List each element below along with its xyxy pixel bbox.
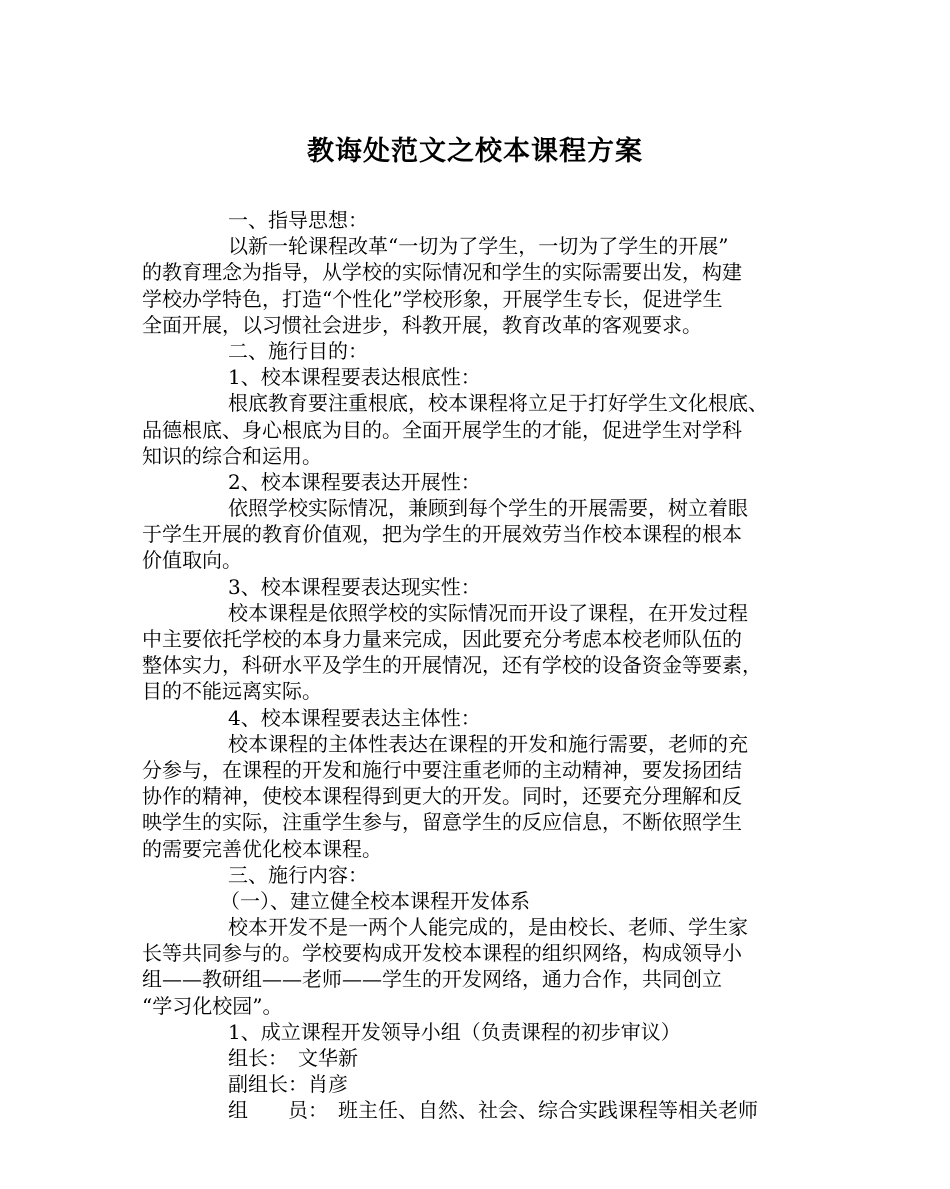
paragraph-line: 价值取向。 (142, 548, 242, 573)
subheading-subjectivity: 4、校本课程要表达主体性： (228, 705, 481, 730)
paragraph-line: 品德根底、身心根底为目的。全面开展学生的才能，促进学生对学科 (142, 417, 742, 442)
paragraph-line: 协作的精神，使校本课程得到更大的开发。同时，还要充分理解和反 (142, 784, 742, 809)
paragraph-line: 校本课程是依照学校的实际情况而开设了课程，在开发过程 (228, 600, 748, 625)
subheading-leading-group: 1、成立课程开发领导小组（负责课程的初步审议） (228, 1019, 681, 1044)
paragraph-line: 校本开发不是一两个人能完成的，是由校长、老师、学生家 (228, 915, 748, 940)
paragraph-line: 于学生开展的教育价值观，把为学生的开展效劳当作校本课程的根本 (142, 522, 742, 547)
heading-content: 三、施行内容： (228, 862, 368, 887)
heading-guiding-ideology: 一、指导思想： (228, 208, 368, 232)
deputy-group-leader: 副组长：肖彦 (228, 1072, 348, 1097)
subheading-development: 2、校本课程要表达开展性： (228, 469, 481, 494)
paragraph-line: 的需要完善优化校本课程。 (142, 836, 382, 861)
paragraph-line: 根底教育要注重根底，校本课程将立足于打好学生文化根底、 (228, 391, 768, 416)
document-title: 教诲处范文之校本课程方案 (307, 136, 643, 167)
group-leader: 组长： 文华新 (228, 1046, 358, 1070)
paragraph-line: 组——教研组——老师——学生的开发网络，通力合作，共同创立 (142, 967, 722, 992)
paragraph-line: 中主要依托学校的本身力量来完成，因此要充分考虑本校老师队伍的 (142, 627, 742, 651)
subheading-system: （一）、建立健全校本课程开发体系 (220, 888, 530, 913)
document-body (142, 207, 822, 1124)
paragraph-line: 长等共同参与的。学校要构成开发校本课程的组织网络，构成领导小 (142, 941, 742, 966)
paragraph-line: 学校办学特色，打造“个性化”学校形象，开展学生专长，促进学生 (142, 286, 723, 311)
subheading-reality: 3、校本课程要表达现实性： (228, 574, 481, 599)
subheading-basic: 1、校本课程要表达根底性： (228, 365, 481, 390)
paragraph-line: 分参与，在课程的开发和施行中要注重老师的主动精神，要发扬团结 (142, 757, 742, 782)
paragraph-line: 知识的综合和运用。 (142, 443, 322, 468)
group-members: 组 员： 班主任、自然、社会、综合实践课程等相关老师 (228, 1098, 758, 1123)
paragraph-line: 目的不能远离实际。 (142, 679, 322, 704)
paragraph-line: 的教育理念为指导，从学校的实际情况和学生的实际需要出发，构建 (142, 260, 742, 285)
paragraph-line: 依照学校实际情况，兼顾到每个学生的开展需要，树立着眼 (228, 496, 748, 521)
paragraph-line: 全面开展，以习惯社会进步，科教开展，教育改革的客观要求。 (142, 312, 702, 337)
paragraph-line: 整体实力，科研水平及学生的开展情况，还有学校的设备资金等要素， (142, 653, 762, 678)
paragraph-line: 映学生的实际，注重学生参与，留意学生的反应信息，不断依照学生 (142, 810, 742, 835)
paragraph-line: 校本课程的主体性表达在课程的开发和施行需要，老师的充 (228, 731, 748, 756)
heading-objectives: 二、施行目的： (228, 338, 368, 363)
paragraph-line: “学习化校园”。 (142, 993, 283, 1018)
paragraph-line: 以新一轮课程改革“一切为了学生，一切为了学生的开展” (228, 234, 729, 259)
